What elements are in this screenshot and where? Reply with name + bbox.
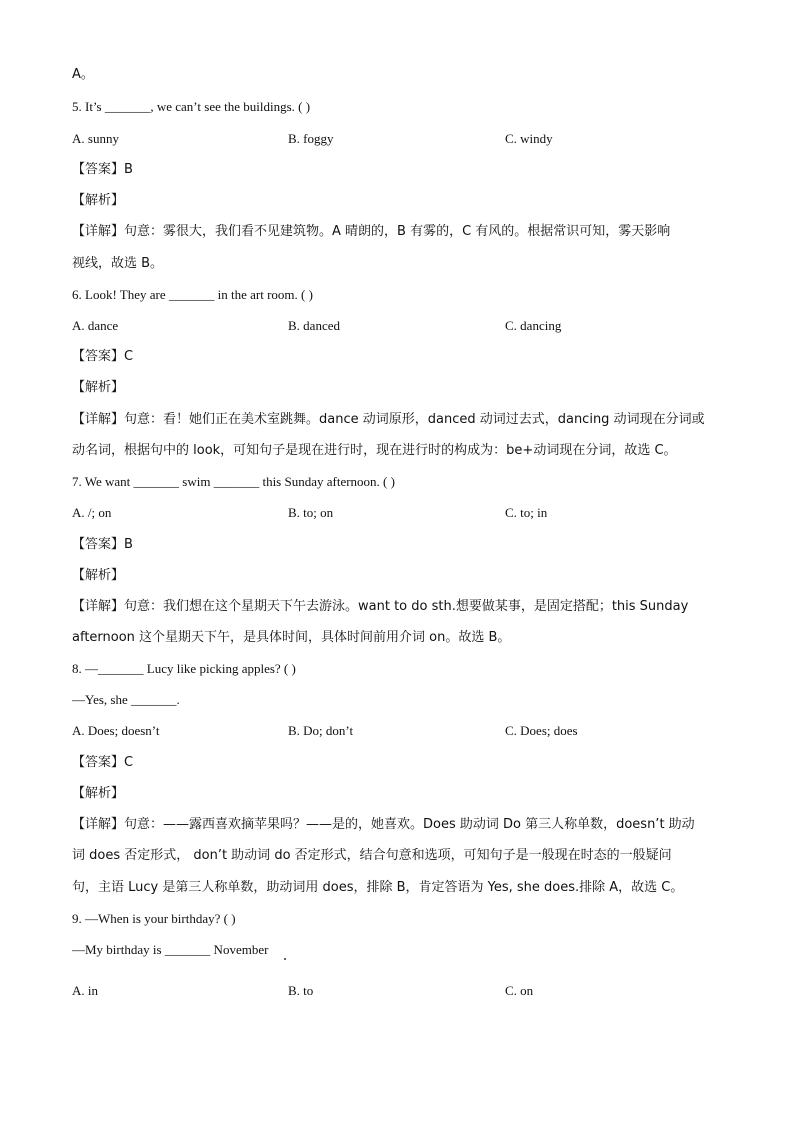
question-5-option-c: C. windy xyxy=(505,131,553,146)
question-8-explanation-line-3: 句，主语 Lucy 是第三人称单数，助动词用 does，排除 B，肯定答语为 Yes, she does.排除 A，故选 C。 xyxy=(72,880,684,895)
question-7-answer: 【答案】B xyxy=(72,537,133,552)
question-6-stem: 6. Look! They are _______ in the art room. ( ) xyxy=(72,287,313,302)
question-5-stem: 5. It’s _______, we can’t see the buildings. ( ) xyxy=(72,99,311,114)
question-8-option-a: A. Does; doesn’t xyxy=(72,723,160,738)
question-5-explanation-line-1: 【详解】句意：雾很大，我们看不见建筑物。A 晴朗的，B 有雾的，C 有风的。根据常识可知，雾天影响 xyxy=(72,224,671,239)
question-9-stem-line-1: 9. —When is your birthday? ( ) xyxy=(72,911,236,926)
prev-answer-tail: A。 xyxy=(72,67,94,82)
question-9-option-c: C. on xyxy=(505,983,534,998)
question-7-option-a: A. /; on xyxy=(72,505,112,520)
question-8-option-c: C. Does; does xyxy=(505,723,578,738)
question-8-answer: 【答案】C xyxy=(72,755,134,770)
question-5-analysis-heading: 【解析】 xyxy=(72,193,125,208)
question-6-option-a: A. dance xyxy=(72,318,119,333)
question-6-analysis-heading: 【解析】 xyxy=(72,380,125,395)
question-7-option-c: C. to; in xyxy=(505,505,548,520)
question-8-analysis-heading: 【解析】 xyxy=(72,786,125,801)
question-9-stem-line-2: —My birthday is _______ November xyxy=(72,942,269,957)
question-6-explanation-line-1: 【详解】句意：看！她们正在美术室跳舞。dance 动词原形，danced 动词过去式，dancing 动词现在分词或 xyxy=(72,412,705,427)
stray-dot-mark xyxy=(284,958,286,960)
question-6-option-b: B. danced xyxy=(288,318,340,333)
question-9-option-a: A. in xyxy=(72,983,98,998)
question-9-option-b: B. to xyxy=(288,983,314,998)
question-5-explanation-line-2: 视线，故选 B。 xyxy=(72,256,164,271)
question-7-stem: 7. We want _______ swim _______ this Sunday afternoon. ( ) xyxy=(72,474,395,489)
question-5-answer: 【答案】B xyxy=(72,162,133,177)
question-7-option-b: B. to; on xyxy=(288,505,334,520)
question-8-explanation-line-2: 词 does 否定形式， don’t 助动词 do 否定形式，结合句意和选项，可知句子是一般现在时态的一般疑问 xyxy=(72,848,672,863)
question-8-stem-line-1: 8. —_______ Lucy like picking apples? ( ) xyxy=(72,661,296,676)
question-6-answer: 【答案】C xyxy=(72,349,134,364)
question-7-explanation-line-1: 【详解】句意：我们想在这个星期天下午去游泳。want to do sth.想要做某事，是固定搭配；this Sunday xyxy=(72,599,689,614)
question-6-explanation-line-2: 动名词，根据句中的 look，可知句子是现在进行时，现在进行时的构成为：be+动词现在分词，故选 C。 xyxy=(72,443,677,458)
question-5-option-b: B. foggy xyxy=(288,131,334,146)
question-5-option-a: A. sunny xyxy=(72,131,119,146)
question-6-option-c: C. dancing xyxy=(505,318,562,333)
question-7-explanation-line-2: afternoon 这个星期天下午，是具体时间，具体时间前用介词 on。故选 B。 xyxy=(72,630,511,645)
question-8-stem-line-2: —Yes, she _______. xyxy=(72,692,180,707)
question-7-analysis-heading: 【解析】 xyxy=(72,568,125,583)
question-8-option-b: B. Do; don’t xyxy=(288,723,354,738)
question-8-explanation-line-1: 【详解】句意：——露西喜欢摘苹果吗？——是的，她喜欢。Does 助动词 Do 第三人称单数，doesn’t 助动 xyxy=(72,817,695,832)
